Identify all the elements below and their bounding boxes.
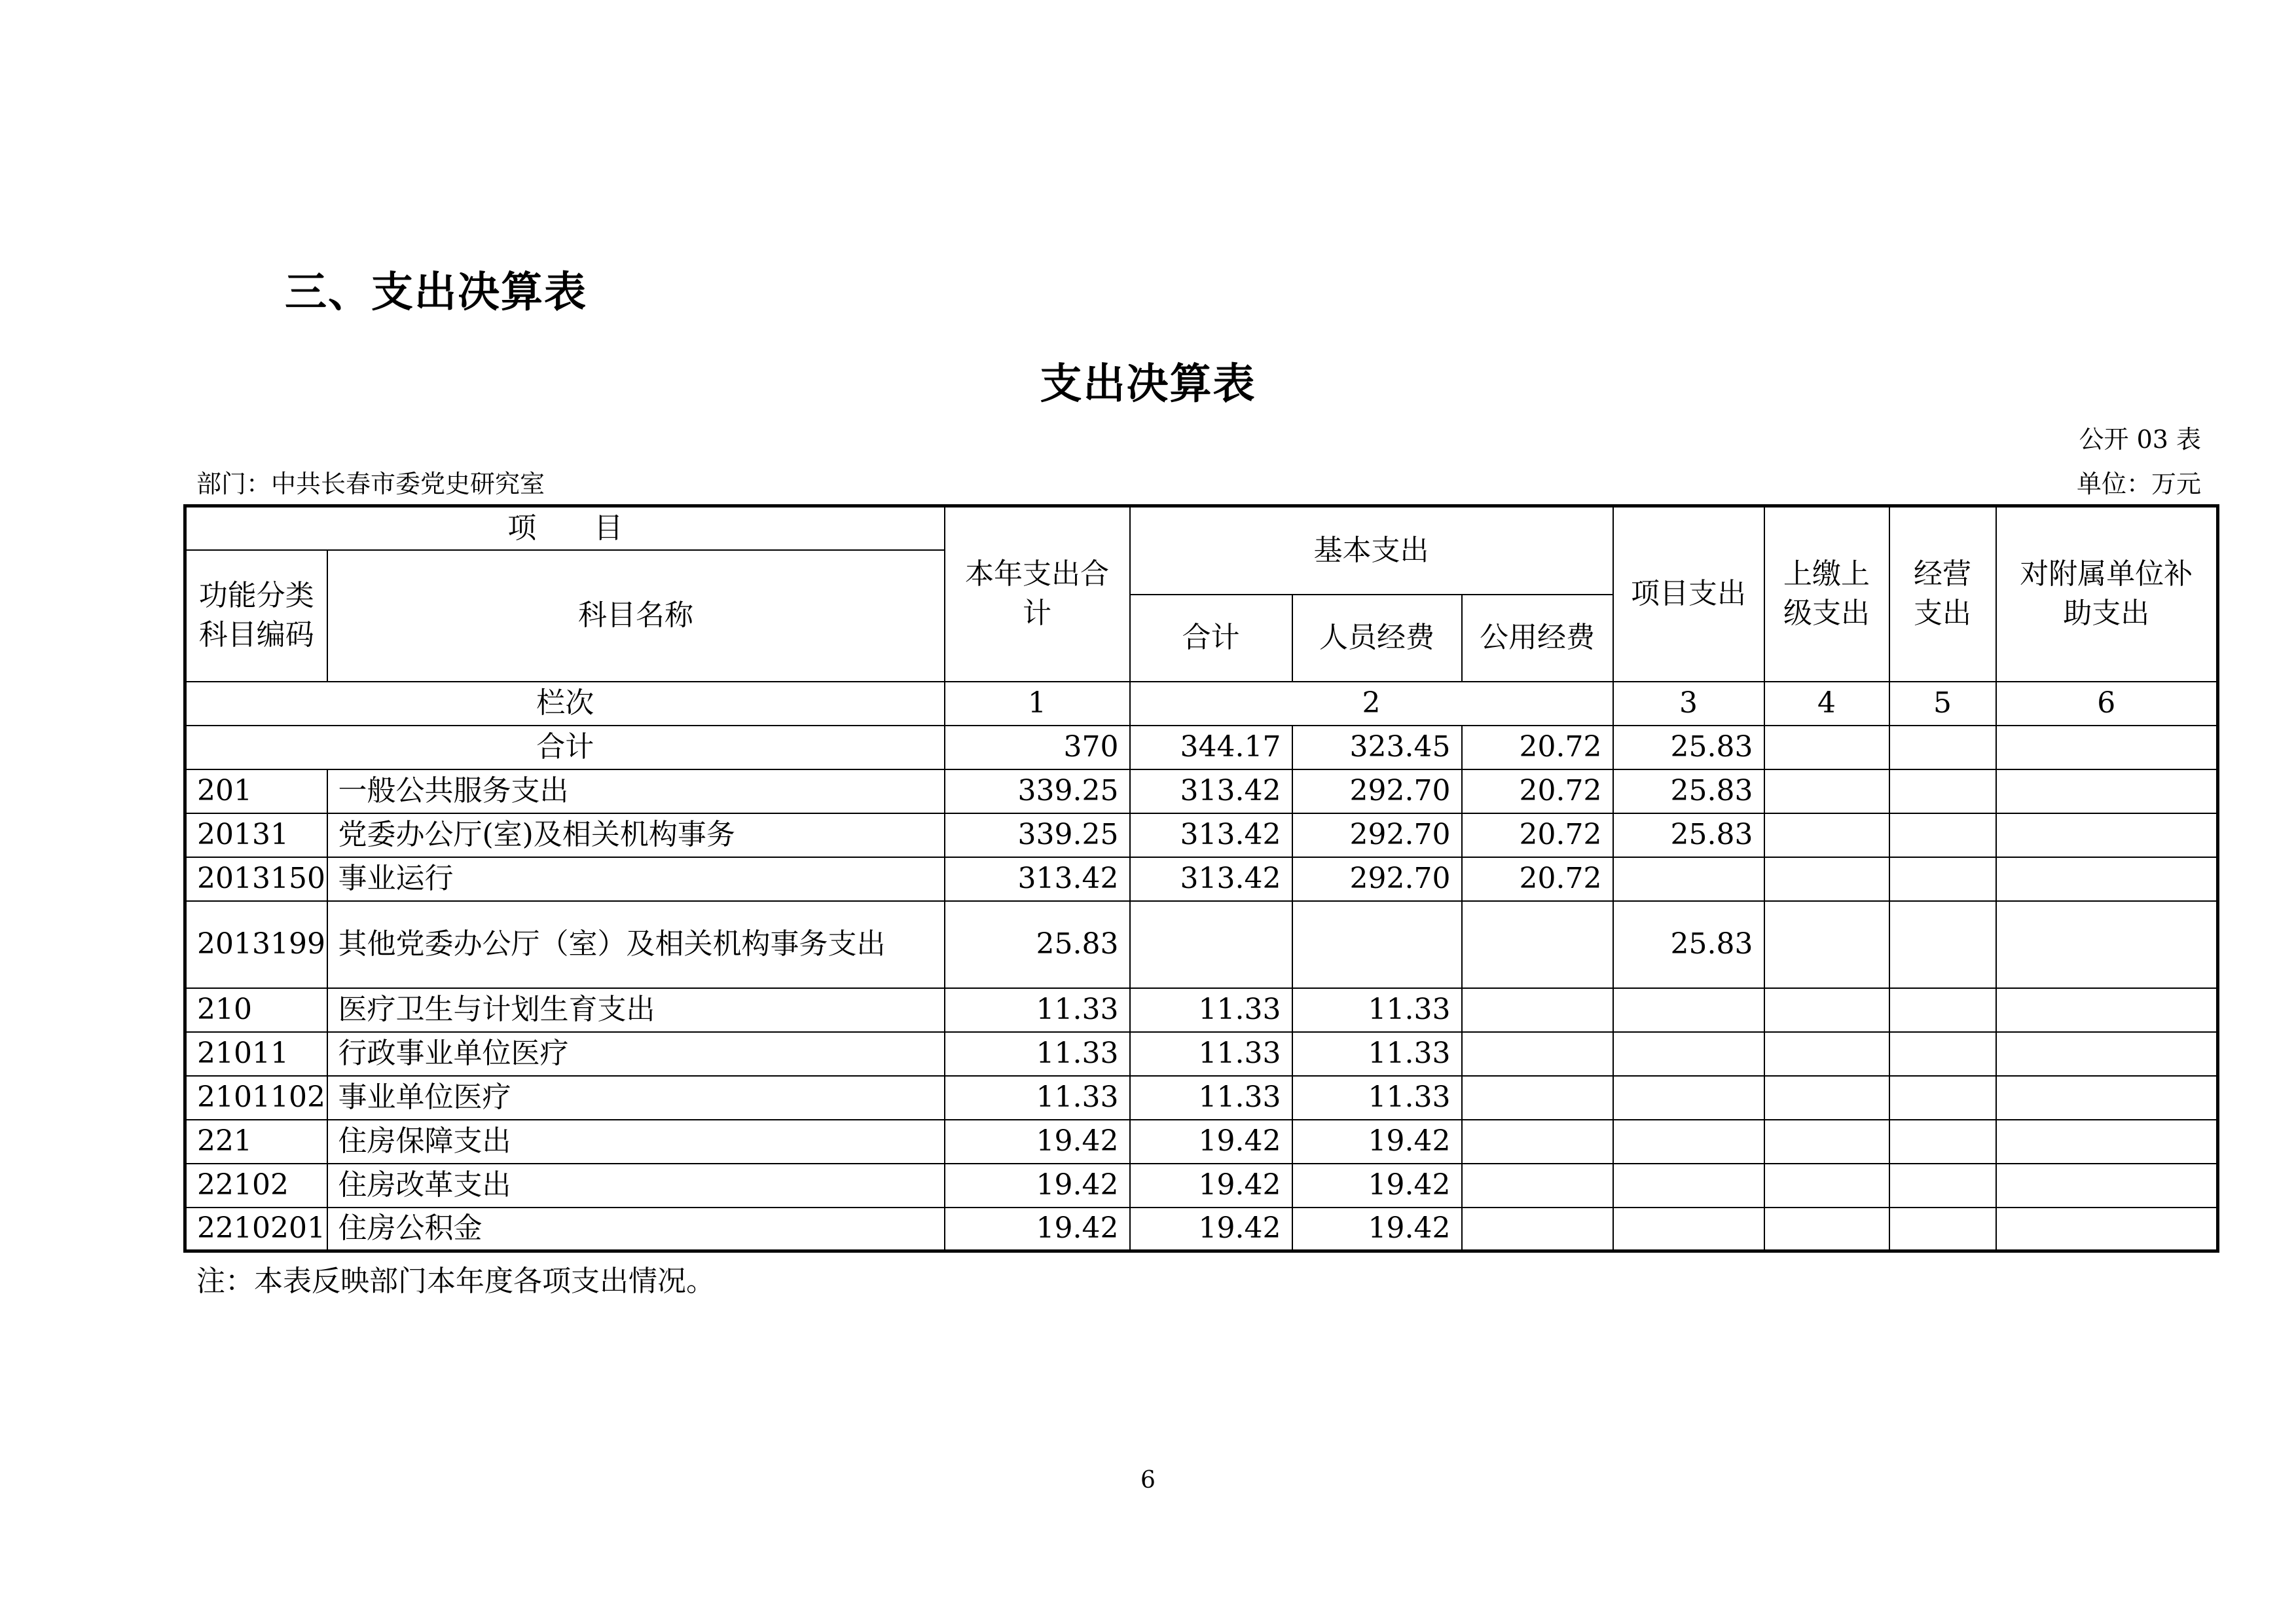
row-public xyxy=(1462,901,1613,988)
row-public xyxy=(1462,1164,1613,1208)
row-code: 210 xyxy=(185,988,327,1032)
table-row xyxy=(185,1208,2218,1251)
row-public: 20.72 xyxy=(1462,813,1613,857)
row-project: 25.83 xyxy=(1613,813,1764,857)
row-name: 党委办公厅(室)及相关机构事务 xyxy=(327,813,945,857)
total-row-subsidy xyxy=(1996,726,2218,769)
row-total: 339.25 xyxy=(945,813,1130,857)
row-upper xyxy=(1764,813,1889,857)
row-basic-total: 11.33 xyxy=(1130,1076,1292,1120)
row-code: 20131 xyxy=(185,813,327,857)
row-name: 行政事业单位医疗 xyxy=(327,1032,945,1076)
row-subsidy xyxy=(1996,1120,2218,1164)
column-index-2: 2 xyxy=(1130,682,1613,726)
row-public xyxy=(1462,1076,1613,1120)
row-total: 11.33 xyxy=(945,988,1130,1032)
column-index-5: 5 xyxy=(1889,682,1996,726)
row-personnel: 292.70 xyxy=(1292,813,1462,857)
row-public: 20.72 xyxy=(1462,857,1613,901)
row-total: 19.42 xyxy=(945,1120,1130,1164)
header-personnel: 人员经费 xyxy=(1292,595,1462,682)
row-subsidy xyxy=(1996,857,2218,901)
table-row xyxy=(185,813,2218,857)
table-row xyxy=(185,1120,2218,1164)
row-business xyxy=(1889,988,1996,1032)
row-name: 住房公积金 xyxy=(327,1208,945,1251)
row-code: 22102 xyxy=(185,1164,327,1208)
column-index-1: 1 xyxy=(945,682,1130,726)
row-name: 其他党委办公厅（室）及相关机构事务支出 xyxy=(327,901,945,988)
header-public: 公用经费 xyxy=(1462,595,1613,682)
row-subsidy xyxy=(1996,1208,2218,1251)
row-basic-total: 11.33 xyxy=(1130,988,1292,1032)
row-upper xyxy=(1764,988,1889,1032)
row-business xyxy=(1889,813,1996,857)
row-basic-total: 11.33 xyxy=(1130,1032,1292,1076)
table-row xyxy=(185,857,2218,901)
row-business xyxy=(1889,857,1996,901)
row-basic-total: 313.42 xyxy=(1130,769,1292,813)
expenditure-table xyxy=(183,504,2219,1253)
row-upper xyxy=(1764,857,1889,901)
row-basic-total: 19.42 xyxy=(1130,1208,1292,1251)
row-project xyxy=(1613,1032,1764,1076)
header-code: 功能分类科目编码 xyxy=(185,550,327,682)
row-name: 医疗卫生与计划生育支出 xyxy=(327,988,945,1032)
total-row-business xyxy=(1889,726,1996,769)
table-title: 支出决算表 xyxy=(1040,360,1256,409)
form-code: 公开 03 表 xyxy=(2079,425,2201,454)
total-row-personnel: 323.45 xyxy=(1292,726,1462,769)
page-number: 6 xyxy=(1140,1467,1156,1494)
row-business xyxy=(1889,1208,1996,1251)
row-personnel: 292.70 xyxy=(1292,769,1462,813)
row-public xyxy=(1462,1120,1613,1164)
row-total: 25.83 xyxy=(945,901,1130,988)
row-code: 2013199 xyxy=(185,901,327,988)
row-personnel xyxy=(1292,901,1462,988)
header-basic: 基本支出 xyxy=(1130,506,1613,595)
row-subsidy xyxy=(1996,1032,2218,1076)
table-row xyxy=(185,988,2218,1032)
row-project xyxy=(1613,988,1764,1032)
row-name: 事业运行 xyxy=(327,857,945,901)
row-public xyxy=(1462,1032,1613,1076)
footnote: 注：本表反映部门本年度各项支出情况。 xyxy=(196,1264,715,1298)
row-personnel: 19.42 xyxy=(1292,1164,1462,1208)
row-business xyxy=(1889,1164,1996,1208)
row-upper xyxy=(1764,769,1889,813)
row-code: 21011 xyxy=(185,1032,327,1076)
header-subsidy: 对附属单位补助支出 xyxy=(1996,506,2218,682)
row-total: 11.33 xyxy=(945,1032,1130,1076)
row-code: 2210201 xyxy=(185,1208,327,1251)
row-total: 19.42 xyxy=(945,1164,1130,1208)
column-index-4: 4 xyxy=(1764,682,1889,726)
row-total: 313.42 xyxy=(945,857,1130,901)
row-subsidy xyxy=(1996,769,2218,813)
row-business xyxy=(1889,1076,1996,1120)
row-business xyxy=(1889,1120,1996,1164)
row-basic-total: 313.42 xyxy=(1130,813,1292,857)
row-name: 住房改革支出 xyxy=(327,1164,945,1208)
row-personnel: 11.33 xyxy=(1292,988,1462,1032)
row-total: 339.25 xyxy=(945,769,1130,813)
row-project: 25.83 xyxy=(1613,769,1764,813)
row-subsidy xyxy=(1996,1164,2218,1208)
total-row-basic-total: 344.17 xyxy=(1130,726,1292,769)
row-code: 2013150 xyxy=(185,857,327,901)
row-business xyxy=(1889,1032,1996,1076)
table-row xyxy=(185,769,2218,813)
row-basic-total: 19.42 xyxy=(1130,1120,1292,1164)
row-name: 住房保障支出 xyxy=(327,1120,945,1164)
column-index-3: 3 xyxy=(1613,682,1764,726)
row-personnel: 11.33 xyxy=(1292,1076,1462,1120)
header-business: 经营支出 xyxy=(1889,506,1996,682)
row-basic-total: 313.42 xyxy=(1130,857,1292,901)
row-project xyxy=(1613,1076,1764,1120)
row-public: 20.72 xyxy=(1462,769,1613,813)
row-upper xyxy=(1764,1208,1889,1251)
total-row-project: 25.83 xyxy=(1613,726,1764,769)
header-upper: 上缴上级支出 xyxy=(1764,506,1889,682)
row-personnel: 11.33 xyxy=(1292,1032,1462,1076)
total-row-public: 20.72 xyxy=(1462,726,1613,769)
department-label: 部门：中共长春市委党史研究室 xyxy=(196,470,545,498)
row-subsidy xyxy=(1996,1076,2218,1120)
row-project xyxy=(1613,1164,1764,1208)
row-project xyxy=(1613,857,1764,901)
total-row xyxy=(185,726,2218,769)
row-project xyxy=(1613,1120,1764,1164)
table-row xyxy=(185,1076,2218,1120)
row-personnel: 19.42 xyxy=(1292,1208,1462,1251)
row-name: 一般公共服务支出 xyxy=(327,769,945,813)
unit-label: 单位：万元 xyxy=(2076,470,2201,498)
row-basic-total: 19.42 xyxy=(1130,1164,1292,1208)
row-public xyxy=(1462,1208,1613,1251)
row-upper xyxy=(1764,1032,1889,1076)
row-personnel: 292.70 xyxy=(1292,857,1462,901)
row-basic-total xyxy=(1130,901,1292,988)
table-row xyxy=(185,1032,2218,1076)
column-index-label: 栏次 xyxy=(185,682,945,726)
column-index-6: 6 xyxy=(1996,682,2218,726)
row-subsidy xyxy=(1996,901,2218,988)
row-subsidy xyxy=(1996,988,2218,1032)
row-upper xyxy=(1764,1120,1889,1164)
row-subsidy xyxy=(1996,813,2218,857)
table-row xyxy=(185,1164,2218,1208)
header-total: 本年支出合计 xyxy=(945,506,1130,682)
row-upper xyxy=(1764,1164,1889,1208)
total-row-upper xyxy=(1764,726,1889,769)
total-row-total: 370 xyxy=(945,726,1130,769)
row-total: 11.33 xyxy=(945,1076,1130,1120)
row-name: 事业单位医疗 xyxy=(327,1076,945,1120)
row-total: 19.42 xyxy=(945,1208,1130,1251)
header-basic-total: 合计 xyxy=(1130,595,1292,682)
row-code: 201 xyxy=(185,769,327,813)
row-personnel: 19.42 xyxy=(1292,1120,1462,1164)
table-row xyxy=(185,901,2218,988)
header-item: 项 目 xyxy=(185,506,945,550)
row-public xyxy=(1462,988,1613,1032)
row-project: 25.83 xyxy=(1613,901,1764,988)
total-row-label: 合计 xyxy=(185,726,945,769)
row-code: 2101102 xyxy=(185,1076,327,1120)
row-business xyxy=(1889,901,1996,988)
row-code: 221 xyxy=(185,1120,327,1164)
row-project xyxy=(1613,1208,1764,1251)
row-upper xyxy=(1764,1076,1889,1120)
row-business xyxy=(1889,769,1996,813)
header-name: 科目名称 xyxy=(327,550,945,682)
row-upper xyxy=(1764,901,1889,988)
header-project: 项目支出 xyxy=(1613,506,1764,682)
section-heading: 三、支出决算表 xyxy=(285,268,587,317)
